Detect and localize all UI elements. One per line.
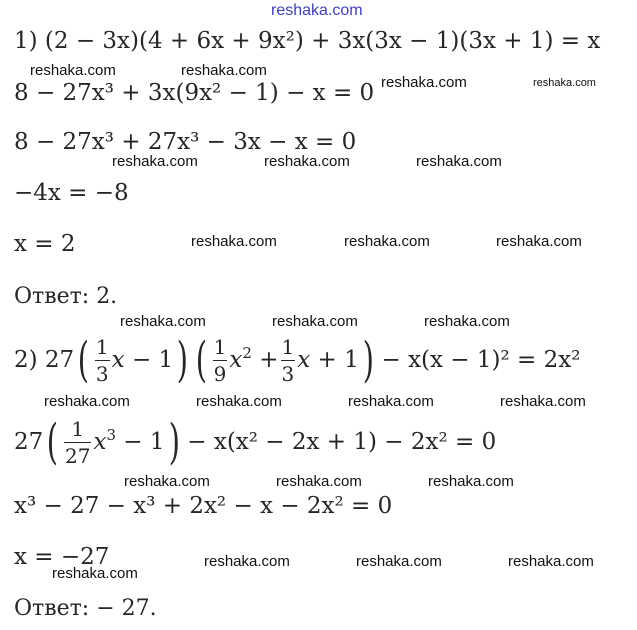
watermark: reshaka.com	[120, 313, 206, 330]
watermark: reshaka.com	[204, 553, 290, 570]
watermark: reshaka.com	[44, 393, 130, 410]
watermark: reshaka.com	[416, 153, 502, 170]
watermark: reshaka.com	[124, 473, 210, 490]
problem2-answer: Ответ: − 27.	[14, 596, 157, 621]
paren-close: )	[176, 332, 189, 388]
fraction-one-ninth: $\frac{1}{9}$	[213, 334, 227, 386]
watermark: reshaka.com	[381, 74, 467, 91]
watermark: reshaka.com	[272, 313, 358, 330]
problem1-equation-text: (2 − 3x)(4 + 6x + 9x²) + 3x(3x − 1)(3x + 1) = x	[44, 28, 601, 54]
problem2-step1-prefix: 27	[14, 428, 44, 455]
watermark: reshaka.com	[30, 62, 116, 79]
paren-close: )	[362, 332, 374, 388]
watermark: reshaka.com	[500, 393, 586, 410]
problem1-step2: 8 − 27x³ + 27x³ − 3x − x = 0	[14, 129, 357, 155]
watermark: reshaka.com	[356, 553, 442, 570]
fraction-one-27: $\frac{1}{27}$	[65, 416, 91, 468]
problem1-answer: Ответ: 2.	[14, 284, 118, 309]
watermark: reshaka.com	[348, 393, 434, 410]
watermark: reshaka.com	[191, 233, 277, 250]
paren-close: )	[168, 414, 180, 470]
watermark: reshaka.com	[52, 565, 138, 582]
watermark: reshaka.com	[344, 233, 430, 250]
watermark: reshaka.com	[112, 153, 198, 170]
problem2-equation: 2) 27 ( $\frac{1}{3}$ x − 1 ) ( $\frac{1}{9}$ $x^2$ + $\frac{1}{3}$ x + 1 ) − x(x − 1)² = 2x²	[14, 332, 581, 388]
watermark: reshaka.com	[264, 153, 350, 170]
problem2-prefix: 2) 27	[14, 346, 75, 373]
watermark: reshaka.com	[424, 313, 510, 330]
problem2-equation-rest: − x(x − 1)² = 2x²	[381, 346, 581, 373]
problem1-step4: x = 2	[14, 231, 76, 257]
watermark: reshaka.com	[508, 553, 594, 570]
problem2-step1: 27 ( $\frac{1}{27}$ $x^3 - 1$ ) − x(x² − 2x + 1) − 2x² = 0	[14, 414, 497, 470]
problem1-step1: 8 − 27x³ + 3x(9x² − 1) − x = 0	[14, 80, 375, 106]
problem2-step3: x = −27	[14, 544, 110, 570]
problem1-prefix: 1)	[14, 28, 45, 54]
watermark: reshaka.com	[196, 393, 282, 410]
problem2-step1-rest: − x(x² − 2x + 1) − 2x² = 0	[187, 428, 497, 455]
fraction-one-third: $\frac{1}{3}$	[95, 334, 109, 386]
watermark: reshaka.com	[181, 62, 267, 79]
watermark: reshaka.com	[533, 77, 596, 89]
paren-open: (	[77, 332, 90, 388]
problem1-equation	[14, 30, 600, 53]
paren-open: (	[195, 332, 207, 388]
paren-open: (	[47, 414, 59, 470]
problem1-step3: −4x = −8	[14, 180, 129, 206]
fraction-one-third: $\frac{1}{3}$	[281, 334, 295, 386]
watermark: reshaka.com	[428, 473, 514, 490]
watermark: reshaka.com	[496, 233, 582, 250]
watermark: reshaka.com	[276, 473, 362, 490]
problem2-step2: x³ − 27 − x³ + 2x² − x − 2x² = 0	[14, 493, 393, 519]
watermark-top: reshaka.com	[271, 2, 363, 19]
